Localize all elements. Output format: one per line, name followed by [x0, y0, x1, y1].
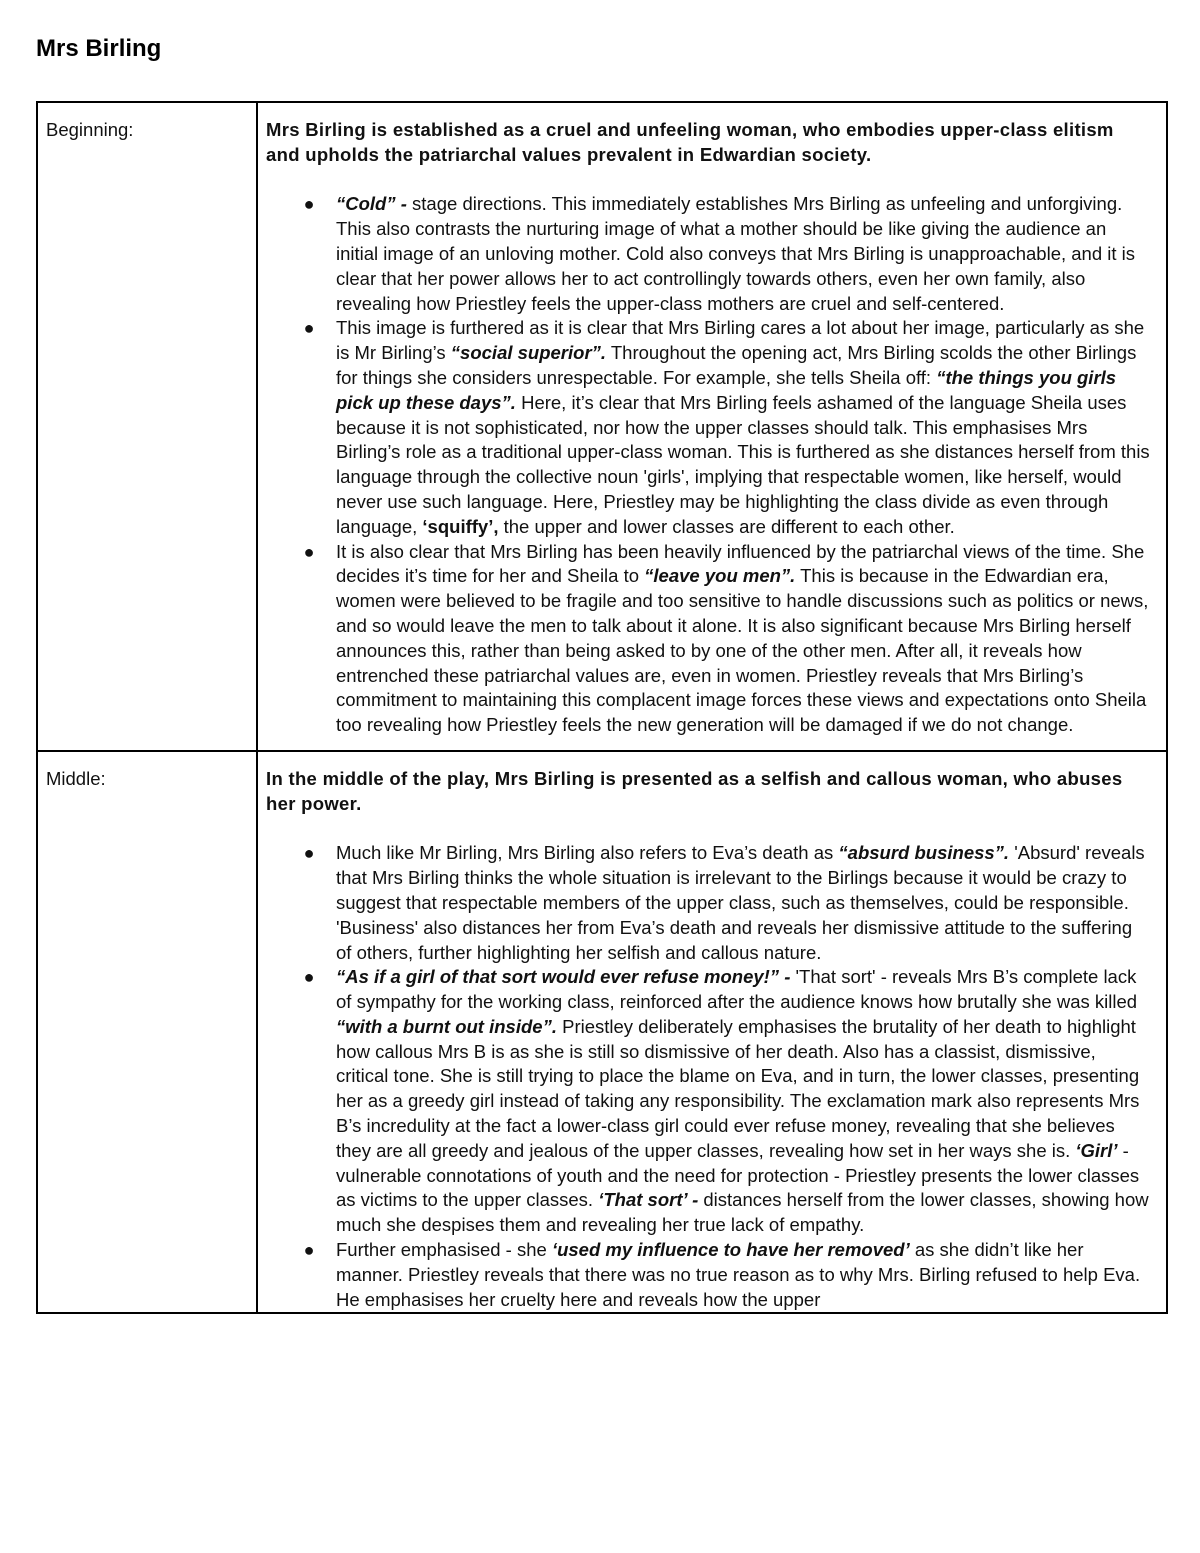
quote: ‘squiffy’, — [422, 515, 499, 537]
bullet-icon: ● — [303, 541, 315, 562]
text: 'That sort' - reveals Mrs B’s complete lack of sympathy for the working class, reinforced after the audience knows how brutally she was killed — [336, 966, 1138, 1013]
quote: “Cold” - — [336, 193, 413, 215]
text: 'Absurd' reveals that Mrs Birling thinks the whole situation is irrelevant to the Birlings because it would be crazy to suggest that respectable members of the upper class, such as themselves, could be responsible. 'Business' also distances her from Eva’s death and reveals her dismissive attitude to the suffering of others, further highlighting her selfish and callous nature. — [336, 842, 1145, 963]
list-item — [266, 192, 1152, 316]
bullet-icon: ● — [303, 194, 315, 215]
bullet-icon: ● — [303, 843, 315, 864]
text: It is also clear that Mrs Birling has been heavily influenced by the patriarchal views of the time. She decides it’s time for her and Sheila to — [336, 540, 1145, 587]
quote: “absurd business”. — [838, 842, 1010, 864]
quote: ‘That sort’ - — [598, 1189, 699, 1211]
label-cell — [37, 751, 257, 1314]
text: - vulnerable connotations of youth and the need for protection - Priestley presents the lower classes as victims to the upper classes. — [336, 1139, 1140, 1211]
text: distances herself from the lower classes, showing how much she despises them and revealing her true lack of empathy. — [336, 1189, 1149, 1236]
quote: ‘used my influence to have her removed’ — [551, 1239, 910, 1261]
section-intro-middle: In the middle of the play, Mrs Birling is presented as a selfish and callous woman, who abuses her power. — [266, 767, 1123, 814]
quote: ‘Girl’ — [1075, 1139, 1118, 1161]
section-intro-beginning: Mrs Birling is established as a cruel and unfeeling woman, who embodies upper-class elitism and upholds the patriarchal values prevalent in Edwardian society. — [266, 119, 1114, 165]
text: the upper and lower classes are different to each other. — [498, 515, 955, 537]
list-item — [266, 316, 1152, 539]
bullet-icon: ● — [303, 1240, 315, 1261]
text: This is because in the Edwardian era, women were believed to be fragile and too sensitive to handle discussions such as politics or news, and so would leave the men to talk about it alone. It is also significant because Mrs Birling herself announces this, rather than being asked to by one of the other men. After all, it reveals how entrenched these patriarchal values are, even in women. Priestley reveals that Mrs Birling’s commitment to maintaining this complacent image forces these views and expectations onto Sheila too revealing how Priestley feels the new generation will be damaged if we do not change. — [336, 565, 1149, 736]
text: Here, it’s clear that Mrs Birling feels ashamed of the language Sheila uses because it is not sophisticated, nor how the upper classes should talk. This emphasises Mrs Birling’s role as a traditional upper-class woman. This is furthered as she distances herself from this language through the collective noun 'girls', implying that respectable women, like herself, would never use such language. Here, Priestley may be highlighting the class divide as even through language, — [336, 391, 1150, 537]
text: stage directions. This immediately establishes Mrs Birling as unfeeling and unforgiving. This also contrasts the nurturing image of what a mother should be like giving the audience an initial image of an unloving mother. Cold also conveys that Mrs Birling is unapproachable, and it is clear that her power allows her to act controllingly towards others, even her own family, also revealing how Priestley feels the upper-class mothers are cruel and self-centered. — [336, 193, 1136, 314]
section-label-middle: Middle: — [46, 767, 106, 789]
list-item — [266, 1238, 1152, 1312]
analysis-table — [36, 101, 1168, 1314]
section-label-beginning: Beginning: — [46, 119, 134, 140]
text: This image is furthered as it is clear that Mrs Birling cares a lot about her image, particularly as she is Mr Birling’s — [336, 317, 1145, 364]
table-row-beginning — [37, 102, 1167, 751]
text: Throughout the opening act, Mrs Birling scolds the other Birlings for things she considers unrespectable. For example, she tells Sheila off: — [336, 342, 1137, 388]
page-title: Mrs Birling — [36, 35, 162, 62]
quote: “the things you girls pick up these days”. — [336, 366, 1117, 413]
text: Further emphasised - she — [336, 1239, 552, 1261]
text: as she didn’t like her manner. Priestley reveals that there was no true reason as to why Mrs. Birling refused to help Eva. He emphasises her cruelty here and reveals how the upper — [336, 1239, 1141, 1310]
quote: “with a burnt out inside”. — [336, 1015, 557, 1037]
text: Priestley deliberately emphasises the brutality of her death to highlight how callous Mrs B is as she is still so dismissive of her death. Also has a classist, dismissive, critical tone. She is still trying to place the blame on Eva, and in turn, the lower classes, presenting her as a greedy girl instead of taking any responsibility. The exclamation mark also represents Mrs B’s incredulity at the fact a lower-class girl could ever refuse money, revealing that she believes they are all greedy and jealous of the upper classes, revealing how set in her ways she is. — [336, 1015, 1140, 1161]
table-row-middle — [37, 751, 1167, 1314]
quote: “leave you men”. — [644, 565, 796, 587]
content-cell — [257, 102, 1167, 751]
label-cell — [37, 102, 257, 751]
bullet-icon: ● — [303, 318, 315, 339]
content-cell — [257, 751, 1167, 1314]
list-item — [266, 965, 1152, 1238]
list-item — [266, 540, 1152, 738]
quote: “As if a girl of that sort would ever refuse money!” - — [336, 966, 796, 988]
text: Much like Mr Birling, Mrs Birling also refers to Eva’s death as — [336, 842, 839, 864]
list-item — [266, 841, 1152, 965]
quote: “social superior”. — [450, 342, 607, 364]
bullet-icon: ● — [303, 967, 315, 988]
